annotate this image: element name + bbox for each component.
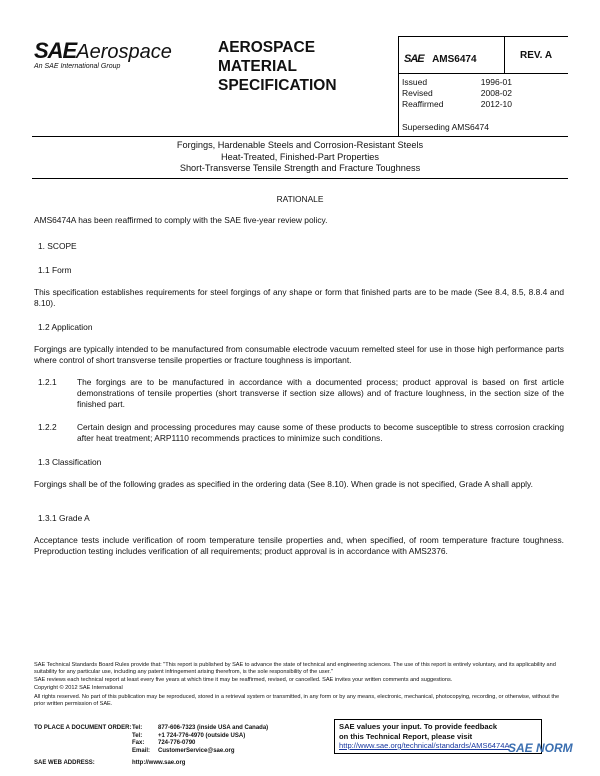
doc-brand: SAE [404,53,424,65]
contact-label: Fax: [132,740,145,747]
contact-label: Tel: [132,725,143,731]
revision: REV. A [520,50,553,61]
spec-title-line1: AEROSPACE [218,39,316,56]
rationale-text: AMS6474A has been reaffirmed to comply with the SAE five-year review policy. [34,215,328,225]
contact-row [132,725,332,733]
contact-row [132,748,332,756]
contact-label: Tel: [132,732,143,739]
contact-list [132,725,332,755]
logo-brand: SAE [34,38,77,63]
section-scope-heading: 1. SCOPE [38,241,77,251]
doc-number: AMS6474 [432,54,477,65]
divider [398,36,399,136]
section-1-2-1-text: The forgings are to be manufactured in accordance with a documented process; product approval is based on first article demonstrations of tensile properties (short transverse if section size allows) and of fracture loughness, in the section size of the finished part. [77,377,564,409]
spec-title [218,38,337,95]
feedback-link[interactable]: http://www.sae.org/technical/standards/AMS6474A [339,741,510,750]
doc-number-box [404,49,477,67]
contact-value: +1 724-776-4970 (outside USA) [158,732,246,739]
contact-row [132,733,332,741]
date-label: Issued [402,77,428,87]
watermark-logo [508,741,573,755]
sae-aerospace-logo [34,38,172,64]
watermark-text: SAE NORM [508,741,573,755]
feedback-line1: SAE values your input. To provide feedback [339,722,498,731]
section-classification-text: Forgings shall be of the following grades as specified in the ordering data (See 8.10). When grade is not specified, Grade A shall apply. [34,479,533,489]
date-reaffirmed [402,99,512,110]
logo-name: Aerospace [76,41,172,63]
section-form-heading: 1.1 Form [38,265,72,275]
document-title [32,140,568,175]
date-issued [402,77,512,88]
contact-value: 724-776-0790 [158,740,196,747]
superseding: Superseding AMS6474 [402,122,489,132]
date-label: Revised [402,88,433,98]
rationale-heading: RATIONALE [276,194,324,204]
section-grade-a-text: Acceptance tests include verification of room temperature tensile properties and, when specified, of room temperature fracture toughness. Preproduction testing includes verification of all requirements; product approval is in accordance with AMS2376. [34,535,564,556]
spec-title-line3: SPECIFICATION [218,77,337,94]
divider [32,178,568,179]
section-application-heading: 1.2 Application [38,322,93,332]
date-list [402,77,512,110]
title-line2: Heat-Treated, Finished-Part Properties [221,151,379,162]
footer-rights: All rights reserved. No part of this publication may be reproduced, stored in a retrieval system or transmitted, in any form or by any means, electronic, mechanical, photocopying, recording, or otherwise, without the prior written permission of SAE. [34,693,560,708]
feedback-line2: on this Technical Report, please visit [339,731,473,741]
footer-para-review: SAE reviews each technical report at least every five years at which time it may be reaffirmed, revised, or cancelled. SAE invites your written comments and suggestions. [34,676,453,683]
divider [398,73,568,74]
section-1-2-1-number: 1.2.1 [38,377,57,387]
contact-email[interactable]: CustomerService@sae.org [158,747,235,754]
date-label: Reaffirmed [402,99,444,109]
contact-value: 877-606-7323 (inside USA and Canada) [158,725,269,731]
divider [398,36,568,37]
title-line3: Short-Transverse Tensile Strength and Fracture Toughness [179,163,421,173]
logo-subtitle: An SAE International Group [34,63,121,70]
section-form-text: This specification establishes requirements for steel forgings of any shape or form that finished parts are to be made (See 8.4, 8.5, 8.8.4 and 8.10). [34,287,564,308]
spec-title-line2: MATERIAL [218,58,297,75]
footer-notice [34,662,566,708]
section-classification-heading: 1.3 Classification [38,457,102,467]
date-value: 2012-10 [480,99,512,109]
date-value: 2008-02 [480,88,512,98]
section-1-2-2-number: 1.2.2 [38,422,57,432]
contact-label: Email: [132,747,151,754]
footer-copyright: Copyright © 2012 SAE International [34,685,123,692]
date-value: 1996-01 [480,77,512,87]
section-1-2-2-text: Certain design and processing procedures may cause some of these products to become susceptible to stress corrosion cracking after heat treatment; ARP1110 recommends practices to minimize such conditions. [77,422,564,443]
section-application-text: Forgings are typically intended to be manufactured from consumable electrode vacuum remelted steel for use in those high performance parts where control of short transverse tensile properties or fracture toughness is important. [34,344,564,365]
divider [504,36,505,74]
divider [32,136,568,137]
web-link[interactable]: http://www.sae.org [132,760,186,766]
title-line1: Forgings, Hardenable Steels and Corrosion-Resistant Steels [176,140,424,150]
date-revised [402,88,512,99]
footer-para-standards: SAE Technical Standards Board Rules provide that: "This report is published by SAE to advance the state of technical and engineering sciences. The use of this report is entirely voluntary, and its applicability and suitability for any particular use, including any patent infringement arising therefrom, is the sole responsibility of the user." [34,662,556,676]
web-label: SAE WEB ADDRESS: [34,760,95,766]
contact-row [132,740,332,748]
section-grade-a-heading: 1.3.1 Grade A [38,513,90,523]
order-label: TO PLACE A DOCUMENT ORDER: [34,725,132,731]
